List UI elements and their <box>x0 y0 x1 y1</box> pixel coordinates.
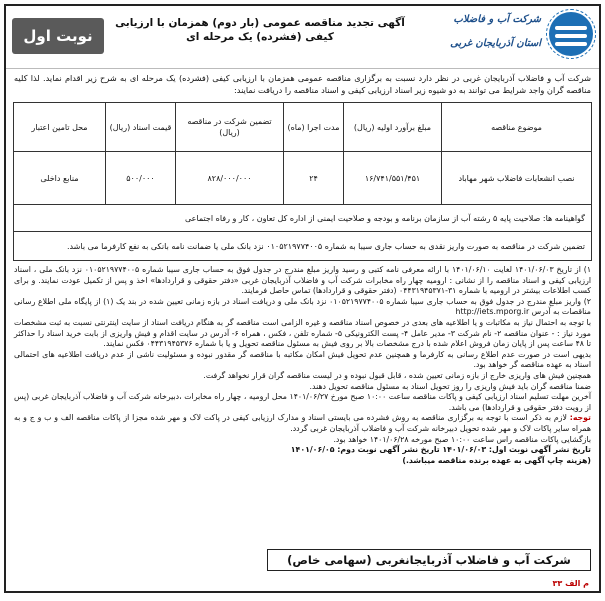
cell-price: ۵۰۰/۰۰۰ <box>106 152 176 205</box>
attention-text: لازم به ذکر است با توجه به برگزاری مناقصه به روش فشرده می بایستی اسناد و مدارک ارزیابی کیفی در پاکت لاک و مهر شده مجزا از پاکات مناقصه الف و ب و ج و به همراه سایر پاکات لاک و مهر شده تحویل دبیرخانه شرکت آب و فاضلاب آذربایجان غربی گردد. <box>14 413 591 433</box>
cell-duration: ۲۴ <box>284 152 344 205</box>
attention-label: توجه: <box>569 413 591 423</box>
cell-subject: نصب انشعابات فاضلاب شهر مهاباد <box>442 152 592 205</box>
publish-dates: تاریخ نشر آگهی نوبت اول: ۱۴۰۱/۰۶/۰۳ تاریخ نشر آگهی نوبت دوم: ۱۴۰۱/۰۶/۰۵ <box>290 445 591 455</box>
intro-paragraph: شرکت آب و فاضلاب آذربایجان غربی در نظر دارد نسبت به برگزاری مناقصه عمومی همزمان با ارزیابی کیفی (فشرده) یک مرحله ای به شرح زیر اقدام نماید. لذا کلیه مناقصه گران واجد شرایط می توانند به دو شیوه زیر اسناد ارزیابی کیفی و اسناد مناقصه را دریافت نمایند: <box>14 73 591 95</box>
ad-body <box>6 261 599 466</box>
clause-3: با توجه به احتمال نیاز به مکاتبات و یا اطلاعیه های بعدی در خصوص اسناد مناقصه و غیره الزامی است مناقصه گر به هنگام دریافت اسناد از سایت اینترنتی نسبت به ثبت مشخصات مورد نیاز : - عنوان مناقصه ۲- نام شرکت ۳- مدیر عامل ۴- پست الکترونیکی ۵- شماره تلفن ، فکس ، همراه ۶- آدرس در سایت اقدام و فیش واریزی از بابت خرید اسناد را حداکثر تا ۴۸ ساعت پس از پایان زمان فروش اعلام شده با درج مشخصات بالا بر روی فیش به مسئول مناقصه تحویل و یا با شماره ۰۴۴۳۱۹۴۵۳۷۶ فکس نمایند. <box>14 317 591 349</box>
certificates-note: گواهینامه ها: صلاحیت پایه ۵ رشته آب از سازمان برنامه و بودجه و صلاحیت ایمنی از اداره کل تعاون ، کار و رفاه اجتماعی <box>14 205 592 232</box>
guarantee-note: تضمین شرکت در مناقصه به صورت واریز نقدی به حساب جاری سیبا به شماره ۰۱۰۵۲۱۹۷۷۴۰۰۵ نزد بانک ملی یا ضمانت نامه بانکی به نفع کارفرما می باشد. <box>14 232 592 261</box>
ad-headline: آگهی تجدید مناقصه عمومی (بار دوم) همزمان با ارزیابی کیفی (فشرده) یک مرحله ای <box>115 17 405 43</box>
table-note-row <box>14 205 592 232</box>
cell-guarantee: ۸۲۸/۰۰۰/۰۰۰ <box>176 152 284 205</box>
header-funding: محل تامین اعتبار <box>14 103 106 152</box>
table-header-row <box>14 103 592 152</box>
clause-5: همچنین فیش های واریزی خارج از بازه زمانی تعیین شده ، قابل قبول نبوده و در لیست مناقصه گران قرار نخواهد گرفت. <box>203 370 591 380</box>
clause-6: ضمنا مناقصه گران باید فیش واریزی را روز تحویل اسناد به مسئول مناقصه تحویل دهند. <box>309 381 591 391</box>
clause-1: ۱) از تاریخ ۱۴۰۱/۰۶/۰۳ لغایت ۱۴۰۱/۰۶/۱۰ با ارائه معرفی نامه کتبی و رسید واریز مبلغ مندرج در جدول فوق به حساب جاری سیبا شماره ۰۱۰۵۲۱۹۷۷۴۰۰۵ نزد بانک ملی ، اسناد ارزیابی کیفی و اسناد مناقصه را از نشانی : ارومیه چهار راه مخابرات شرکت آب و فاضلاب آذربایجان غربی «دفتر حقوقی و قراردادها» اخذ و پس از تکمیل عودت نمایند. و برای کسب اطلاعات بیشتر در ارومیه با شماره ۳۱-۰۴۴۳۱۹۴۵۳۷۱ (دفتر حقوقی و قراردادها) تماس حاصل فرمایند. <box>14 265 592 296</box>
header-subject: موضوع مناقصه <box>442 103 592 152</box>
header-estimate: مبلغ برآورد اولیه (ریال) <box>344 103 442 152</box>
ad-code: م الف ۳۳ <box>552 579 589 588</box>
company-logo <box>443 8 593 66</box>
clause-9: بازگشایی پاکات مناقصه راس ساعت ۱۰:۰۰ صبح مورخه ۱۴۰۱/۰۶/۲۸ خواهد بود. <box>333 434 591 444</box>
tender-table <box>13 102 592 261</box>
clause-8 <box>14 413 591 434</box>
company-name-box: شرکت آب و فاضلاب آذربایجانغربی (سهامی خاص) <box>267 549 591 571</box>
cell-funding: منابع داخلی <box>14 152 106 205</box>
clause-4: بدیهی است در صورت عدم اطلاع رسانی به کارفرما و همچنین عدم تحویل فیش امکان مکاتبه با مناقصه گر مقدور نبوده و مسئولیت ناشی از عدم دریافت اطلاعیه های احتمالی اسناد به عهده مناقصه گر خواهد بود. <box>14 349 591 370</box>
ad-header <box>6 6 599 69</box>
clause-2: ۲) واریز مبلغ مندرج در جدول فوق به حساب جاری سیبا شماره ۰۱۰۵۲۱۹۷۷۴۰۰۵ نزد بانک ملی و دریافت اسناد در بازه زمانی تعیین شده در بند یک (۱) از پایگاه ملی اطلاع رسانی مناقصات به آدرس http://iets.mporg.ir <box>14 296 591 317</box>
header-duration: مدت اجرا (ماه) <box>284 103 344 152</box>
logo-text-line2: استان آذربایجان غربی <box>450 38 541 49</box>
first-notice-badge: نوبت اول <box>12 18 104 54</box>
header-price: قیمت اسناد (ریال) <box>106 103 176 152</box>
logo-text-line1: شرکت آب و فاضلاب <box>453 14 541 25</box>
table-row <box>14 152 592 205</box>
table-note-row <box>14 232 592 261</box>
tender-advertisement <box>4 4 601 593</box>
water-drop-icon <box>549 12 593 56</box>
cell-estimate: ۱۶/۷۴۱/۵۵۱/۴۵۱ <box>344 152 442 205</box>
print-cost-note: (هزینه چاپ آگهی به عهده برنده مناقصه میباشد.) <box>402 455 591 465</box>
header-guarantee: تضمین شرکت در مناقصه (ریال) <box>176 103 284 152</box>
clause-7: آخرین مهلت تسلیم اسناد ارزیابی کیفی و پاکات مناقصه ساعت ۱۰:۰۰ صبح مورخ ۱۴۰۱/۰۶/۲۷ محل ارومیه ، چهار راه مخابرات ،دبیرخانه شرکت آب و فاضلاب آذربایجان غربی (پس از رویت دفتر حقوقی و قراردادها) می باشد. <box>14 392 592 412</box>
